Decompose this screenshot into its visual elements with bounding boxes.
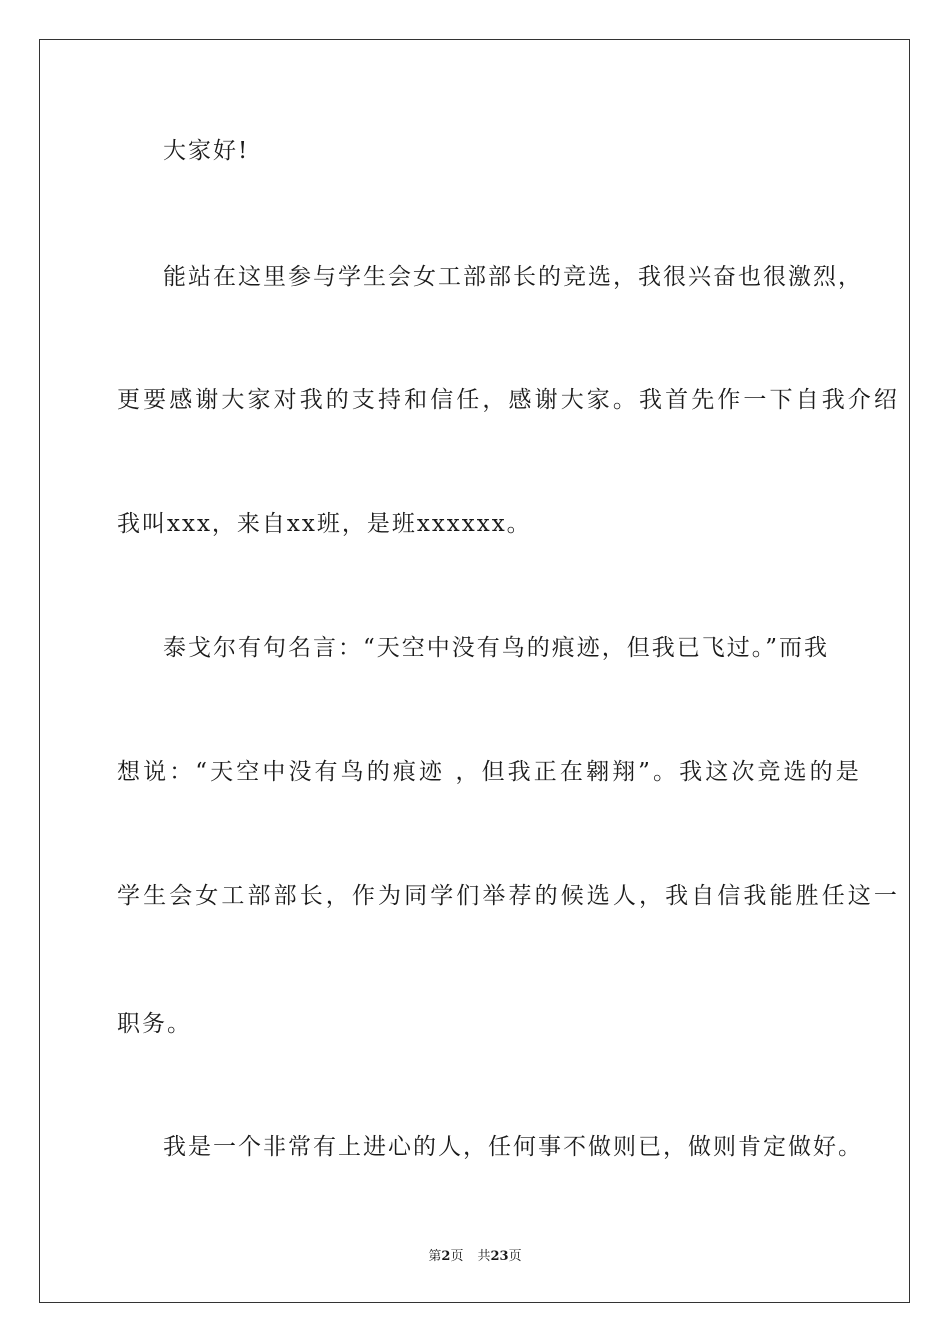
paragraph-line: 学生会女工部部长，作为同学们举荐的候选人，我自信我能胜任这一 xyxy=(117,883,900,909)
paragraph-line: 更要感谢大家对我的支持和信任，感谢大家。我首先作一下自我介绍 xyxy=(117,387,900,413)
footer-page-suffix: 页 xyxy=(450,1249,464,1264)
footer-total-suffix: 页 xyxy=(508,1249,522,1264)
paragraph-line: 我叫xxx，来自xx班，是班xxxxxx。 xyxy=(117,511,532,537)
paragraph-line: 泰戈尔有句名言：“天空中没有鸟的痕迹，但我已飞过。”而我 xyxy=(163,635,830,661)
page-footer xyxy=(0,1248,950,1266)
footer-page-number: 2 xyxy=(441,1249,451,1264)
footer-total-pages: 23 xyxy=(490,1249,509,1264)
paragraph-line: 职务。 xyxy=(117,1011,192,1037)
paragraph-line: 我是一个非常有上进心的人，任何事不做则已，做则肯定做好。 xyxy=(163,1134,863,1160)
footer-total-prefix: 共 xyxy=(477,1249,491,1264)
page-border xyxy=(39,39,910,1303)
paragraph-line: 想说：“天空中没有鸟的痕迹 ，但我正在翱翔”。我这次竞选的是 xyxy=(117,759,862,785)
footer-page-prefix: 第 xyxy=(428,1249,442,1264)
paragraph-line: 能站在这里参与学生会女工部部长的竞选，我很兴奋也很激烈， xyxy=(163,264,863,290)
paragraph-line: 大家好! xyxy=(163,138,250,164)
